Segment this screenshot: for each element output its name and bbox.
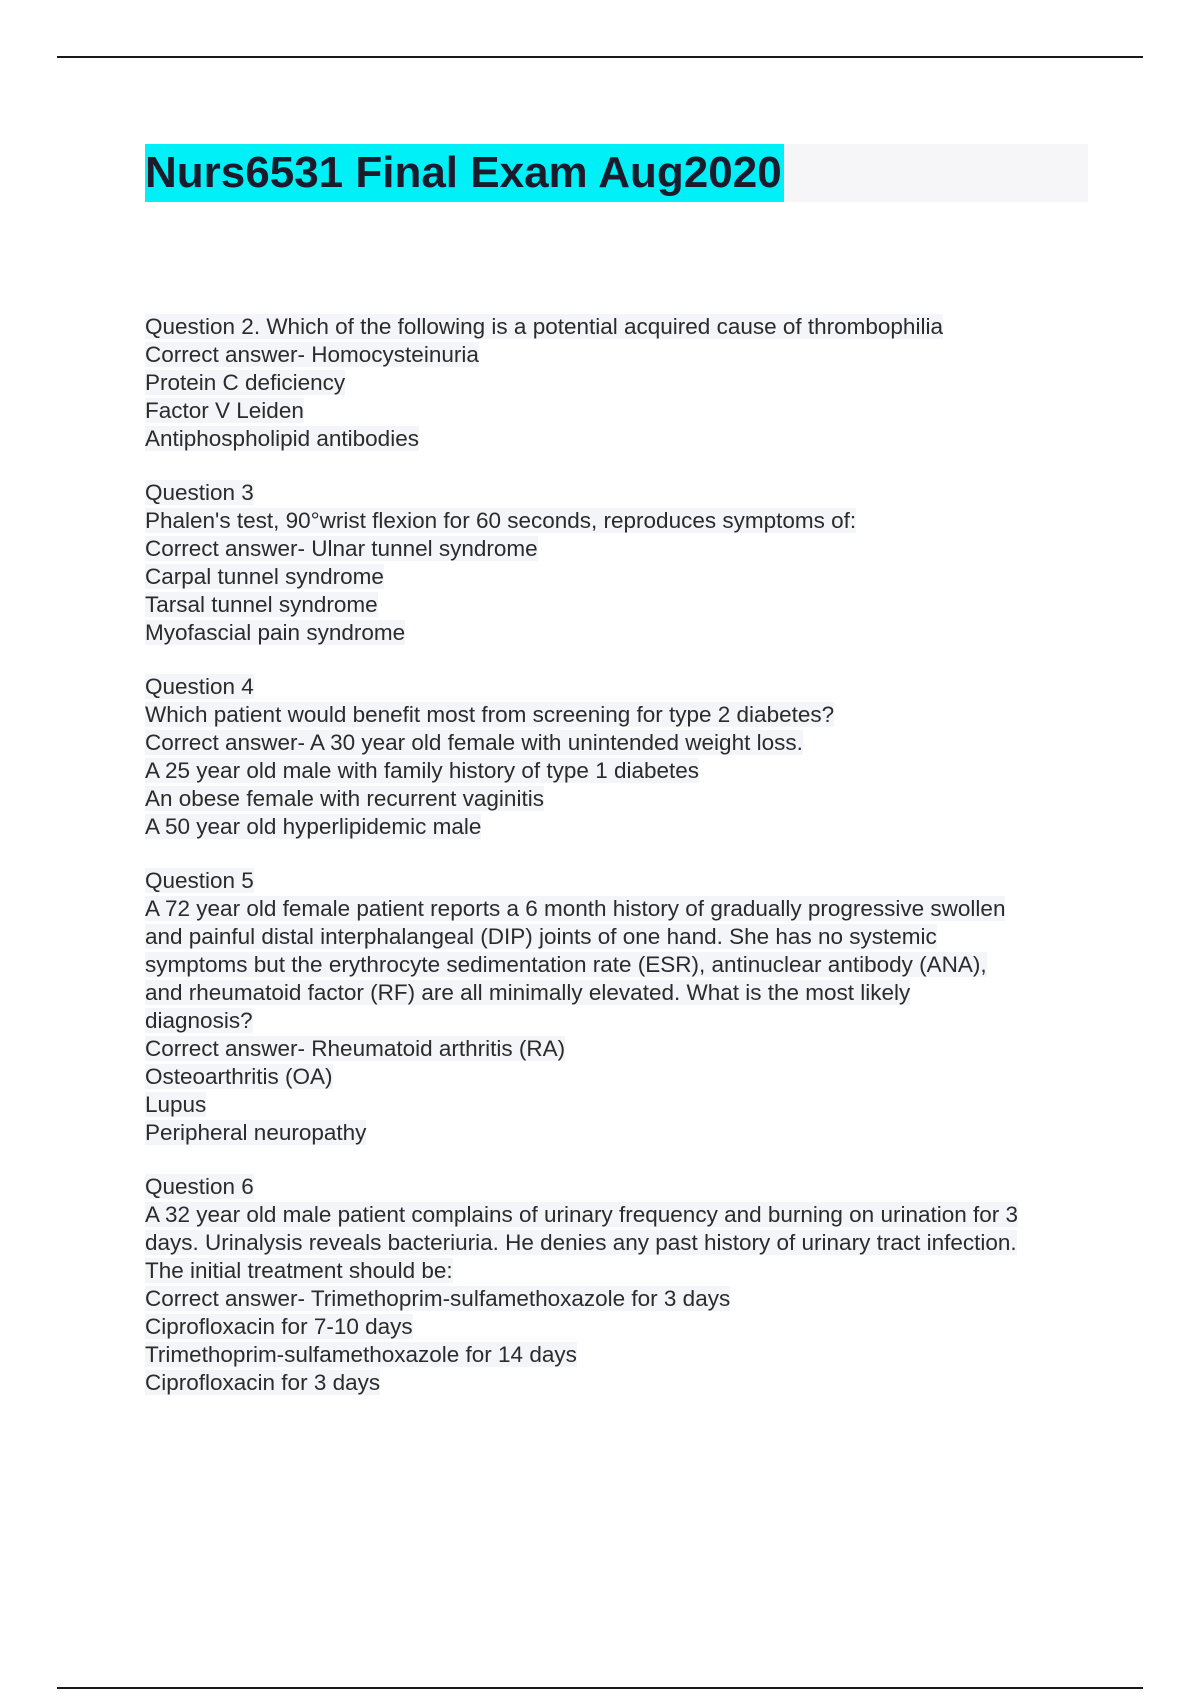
top-rule [57, 56, 1143, 58]
correct-answer: Correct answer- Homocysteinuria [145, 342, 479, 367]
answer-option: Ciprofloxacin for 3 days [145, 1370, 381, 1395]
answer-option: A 25 year old male with family history of type 1 diabetes [145, 758, 700, 783]
question-text: Phalen's test, 90°wrist flexion for 60 seconds, reproduces symptoms of: [145, 508, 857, 533]
question-heading: Question 4 [145, 674, 254, 699]
question-heading: Question 5 [145, 868, 254, 893]
bottom-rule [57, 1687, 1143, 1689]
answer-option: Myofascial pain syndrome [145, 620, 406, 645]
correct-answer: Correct answer- Ulnar tunnel syndrome [145, 536, 538, 561]
answer-option: Antiphospholipid antibodies [145, 426, 419, 451]
answer-option: Lupus [145, 1092, 207, 1117]
correct-answer: Correct answer- Rheumatoid arthritis (RA) [145, 1036, 566, 1061]
question-block [145, 867, 1095, 1147]
question-text: days. Urinalysis reveals bacteriuria. He denies any past history of urinary tract infection. [145, 1230, 1017, 1255]
question-heading: Question 3 [145, 480, 254, 505]
question-block [145, 313, 1095, 453]
correct-answer: Correct answer- Trimethoprim-sulfamethoxazole for 3 days [145, 1286, 731, 1311]
answer-option: A 50 year old hyperlipidemic male [145, 814, 482, 839]
question-list [145, 313, 1095, 1423]
correct-answer: Correct answer- A 30 year old female with unintended weight loss. [145, 730, 803, 755]
question-text: The initial treatment should be: [145, 1258, 453, 1283]
answer-option: Ciprofloxacin for 7-10 days [145, 1314, 413, 1339]
question-text: diagnosis? [145, 1008, 253, 1033]
answer-option: Trimethoprim-sulfamethoxazole for 14 days [145, 1342, 577, 1367]
question-block [145, 479, 1095, 647]
question-text: Which patient would benefit most from screening for type 2 diabetes? [145, 702, 835, 727]
answer-option: An obese female with recurrent vaginitis [145, 786, 544, 811]
question-text: and painful distal interphalangeal (DIP) joints of one hand. She has no systemic [145, 924, 937, 949]
question-text: A 32 year old male patient complains of urinary frequency and burning on urination for 3 [145, 1202, 1019, 1227]
answer-option: Peripheral neuropathy [145, 1120, 367, 1145]
page-title: Nurs6531 Final Exam Aug2020 [145, 144, 784, 202]
question-text: and rheumatoid factor (RF) are all minimally elevated. What is the most likely [145, 980, 911, 1005]
answer-option: Carpal tunnel syndrome [145, 564, 384, 589]
question-heading: Question 6 [145, 1174, 254, 1199]
answer-option: Osteoarthritis (OA) [145, 1064, 333, 1089]
answer-option: Protein C deficiency [145, 370, 346, 395]
question-text: Question 2. Which of the following is a potential acquired cause of thrombophilia [145, 314, 943, 339]
question-text: A 72 year old female patient reports a 6 month history of gradually progressive swollen [145, 896, 1006, 921]
answer-option: Tarsal tunnel syndrome [145, 592, 378, 617]
answer-option: Factor V Leiden [145, 398, 304, 423]
question-text: symptoms but the erythrocyte sedimentation rate (ESR), antinuclear antibody (ANA), [145, 952, 987, 977]
question-block [145, 1173, 1095, 1397]
question-block [145, 673, 1095, 841]
